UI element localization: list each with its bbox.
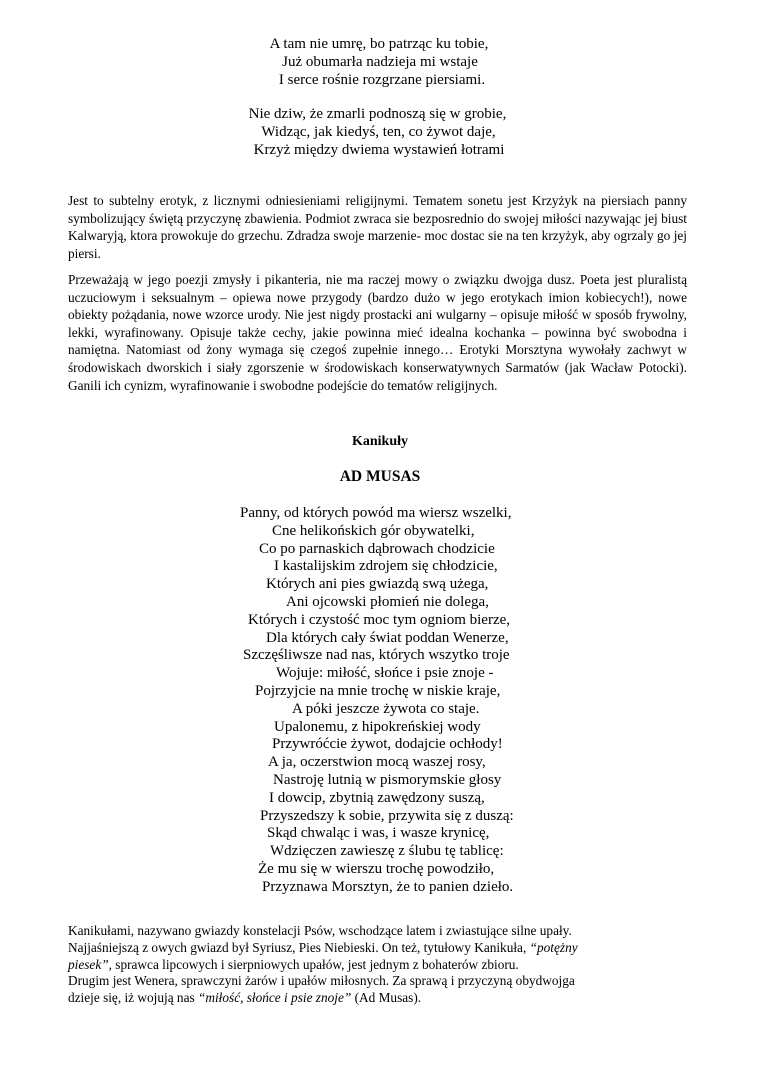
- verse-line: Że mu się w wierszu trochę powodziło,: [258, 860, 495, 877]
- note-quote: “miłość, słońce i psie znoje”: [197, 990, 352, 1006]
- note-text: Drugim jest Wenera, sprawczyni żarów i upałów miłosnych. Za sprawą i przyczyną obydwojga: [68, 973, 575, 989]
- verse-line: Cne helikońskich gór obywatelki,: [272, 522, 475, 539]
- verse-line: I kastalijskim zdrojem się chłodzicie,: [274, 558, 498, 575]
- note-text: sprawca lipcowych i sierpniowych upałów, jest jednym z bohaterów zbioru.: [115, 956, 519, 972]
- verse-line: Przywróćcie żywot, dodajcie ochłody!: [272, 736, 503, 753]
- verse-line: Nastroję lutnią w pismorymskie głosy: [273, 771, 502, 788]
- verse-line: Skąd chwaląc i was, i wasze krynicę,: [267, 825, 490, 842]
- verse-line: I dowcip, zbytnią zawędzony suszą,: [269, 789, 485, 806]
- verse-line: A tam nie umrę, bo patrząc ku tobie,: [269, 36, 489, 52]
- verse-line: Wdzięczen zawieszę z ślubu tę tablicę:: [270, 843, 504, 860]
- kanikuly-note: [68, 923, 613, 1007]
- note-line: [68, 940, 613, 957]
- verse-line: Widząc, jak kiedyś, ten, co żywot daje,: [261, 124, 496, 140]
- poem-ad-musas: [0, 505, 760, 897]
- verse-line: A póki jeszcze żywota co staje.: [292, 700, 480, 717]
- poem-title: AD MUSAS: [339, 468, 421, 485]
- note-line: [68, 973, 613, 990]
- note-text: dzieje się, iż wojują nas: [68, 990, 195, 1006]
- verse-line: Panny, od których powód ma wiersz wszelki,: [240, 505, 512, 521]
- verse-line: I serce rośnie rozgrzane piersiami.: [278, 72, 486, 88]
- note-text: Kanikułami, nazywano gwiazdy konstelacji Psów, wschodzące latem i zwiastujące silne upały.: [68, 923, 572, 938]
- commentary-paragraph-2: Przeważają w jego poezji zmysły i pikanteria, nie ma raczej mowy o związku dwojga dusz. Poeta jest pluralistą uczuciowym i seksualnym – opiewa nowe przygody (bardzo dużo w jego erotykach imion kobiecych!), nowe obiekty pożądania, nowe wzorce urody. Nie jest nigdy prostacki ani wulgarny – opisuje miłość w sposób frywolny, lekki, wyrafinowany. Opisuje także cechy, jakie powinna mieć idealna kochanka – powinna być swobodna i namiętna. Natomiast od żony wymaga się czegoś zupełnie innego… Erotyki Morsztyna wywołały zachwyt w środowiskach dworskich i siały zgorszenie w środowiskach konserwatywnych Sarmatów (jak Wacław Potocki). Ganili ich cynizm, wyrafinowanie i swobodne podejście do tematów religijnych.: [68, 272, 687, 393]
- note-line: [68, 923, 613, 940]
- note-quote: “potężny: [529, 939, 578, 955]
- verse-line: Których ani pies gwiazdą swą użega,: [266, 576, 489, 593]
- verse-line: Już obumarła nadzieja mi wstaje: [282, 54, 478, 70]
- verse-line: Dla których cały świat poddan Wenerze,: [266, 629, 509, 646]
- note-quote: piesek”,: [68, 956, 112, 972]
- verse-line: Przyznawa Morsztyn, że to panien dzieło.: [262, 878, 514, 895]
- verse-line: Szczęśliwsze nad nas, których wszytko troje: [243, 647, 510, 664]
- note-line: [68, 990, 613, 1007]
- section-heading: Kanikuły: [351, 434, 409, 449]
- verse-line: Nie dziw, że zmarli podnoszą się w grobie,: [248, 106, 507, 122]
- verse-line: Których i czystość moc tym ogniom bierze,: [248, 611, 511, 628]
- verse-line: Upalonemu, z hipokreńskiej wody: [274, 718, 481, 735]
- verse-line: Pojrzyjcie na mnie trochę w niskie kraje,: [255, 682, 501, 699]
- note-text: Najjaśniejszą z owych gwiazd był Syriusz, Pies Niebieski. On też, tytułowy Kanikuła,: [68, 939, 527, 955]
- sonnet-stanza-2: [0, 105, 760, 159]
- verse-line: Przyszedszy k sobie, przywita się z duszą:: [260, 807, 514, 824]
- verse-line: Ani ojcowski płomień nie dolega,: [286, 593, 489, 610]
- verse-line: Co po parnaskich dąbrowach chodzicie: [259, 540, 495, 557]
- note-text: (Ad Musas).: [354, 990, 422, 1006]
- sonnet-stanza-1: [0, 35, 760, 89]
- verse-line: Krzyż między dwiema wystawień łotrami: [253, 142, 505, 158]
- commentary-paragraph-1: Jest to subtelny erotyk, z licznymi odniesieniami religijnymi. Tematem sonetu jest Krzyżyk na piersiach panny symbolizujący świętą przyczynę zbawienia. Podmiot zwraca sie bezposrednio do swojej miłości nazywając jej biust Kalwaryją, ktora prowokuje do grzechu. Zdradza swoje marzenie- moc dostac sie na ten krzyżyk, aby ogrzaly go jej piersi.: [68, 193, 687, 261]
- verse-line: A ja, oczerstwion mocą waszej rosy,: [268, 754, 486, 771]
- note-line: [68, 957, 613, 974]
- verse-line: Wojuje: miłość, słońce i psie znoje -: [276, 665, 494, 682]
